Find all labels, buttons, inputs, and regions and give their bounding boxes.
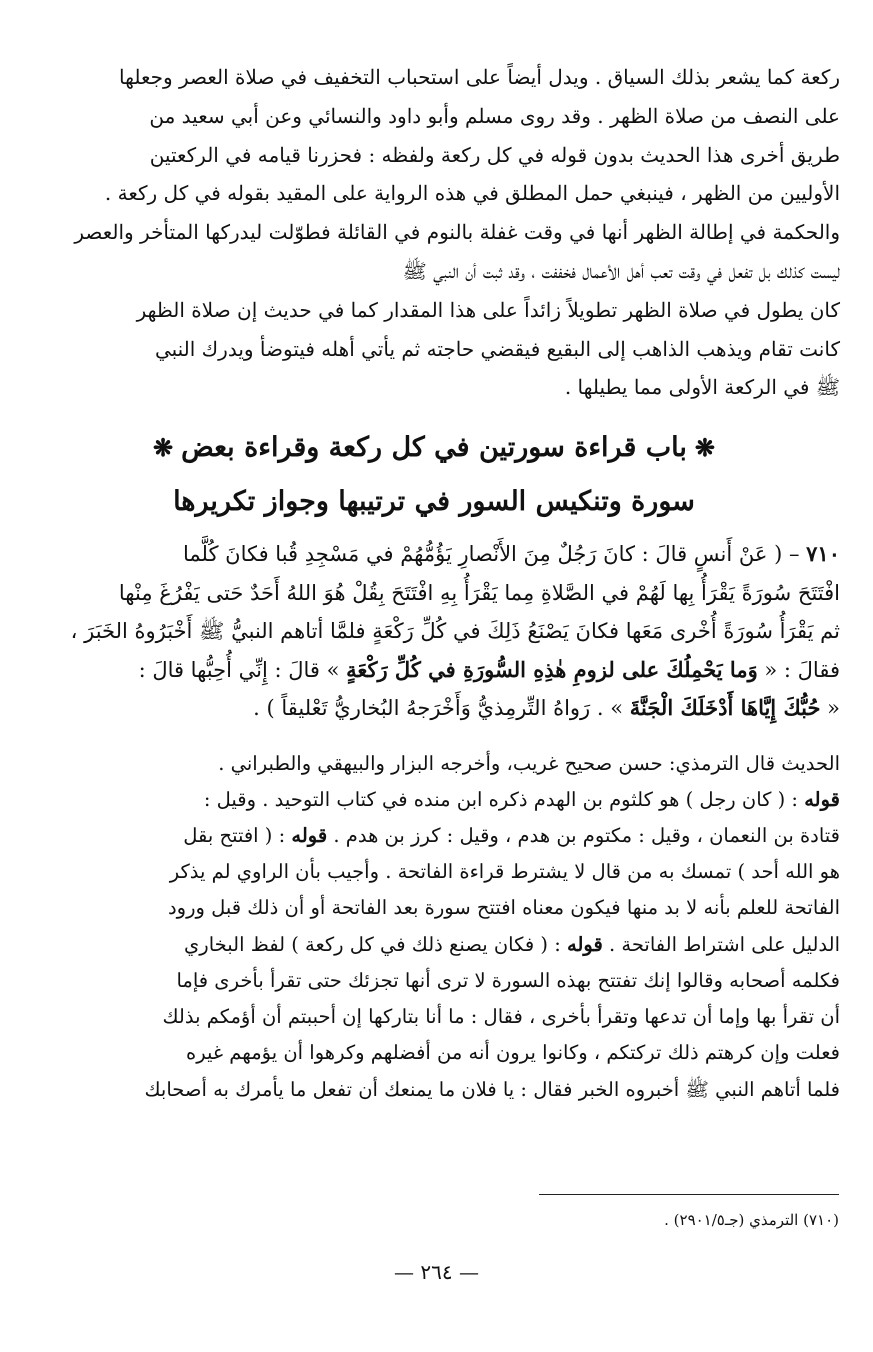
commentary-line: فلما أتاهم النبي ﷺ أخبروه الخبر فقال : يا فلان ما يمنعك أن تفعل ما يأمرك به أصحابك xyxy=(144,1077,840,1101)
hadith-text: فقالَ : « xyxy=(757,657,840,682)
hadith-line xyxy=(28,689,840,728)
intro-line: كان يطول في صلاة الظهر تطويلاً زائداً على هذا المقدار كما في حديث إن صلاة الظهر xyxy=(136,297,840,322)
hadith-number: ٧١٠ xyxy=(806,541,840,567)
intro-line: كانت تقام ويذهب الذاهب إلى البقيع فيقضي حاجته ثم يأتي أهله فيتوضأ ويدرك النبي xyxy=(154,336,840,361)
star-ornament-icon: ❋ xyxy=(152,433,174,463)
hadith-line: ثم يَقْرَأُ سُورَةً أُخْرى مَعَها فكانَ يَصْنَعُ ذَلِكَ في كُلِّ رَكْعَةٍ فلمَّا أتاهم النبيُّ ﷺ أَخْبَرُوهُ الخَبَرَ ، xyxy=(70,619,840,644)
commentary-line xyxy=(28,818,840,854)
hadith-text: » قالَ : إِنِّي أُحِبُّها قالَ : xyxy=(138,657,347,682)
chapter-title-part-1: باب قراءة سورتين في كل ركعة وقراءة بعض xyxy=(181,432,687,464)
hadith-line xyxy=(28,651,840,690)
intro-line: ركعة كما يشعر بذلك السياق . ويدل أيضاً على استحباب التخفيف في صلاة العصر وجعلها xyxy=(119,65,840,89)
intro-line: والحكمة في إطالة الظهر أنها في وقت غفلة بالنوم في القائلة فطوّلت ليدركها المتأخر والعصر xyxy=(74,220,840,245)
commentary-line: أن تقرأ بها وإما أن تدعها وتقرأ بأخرى ، فقال : ما أنا بتاركها إن أحببتم أن أؤمكم بذلك xyxy=(162,1005,840,1029)
hadith-text: – ( عَنْ أَنسٍ قالَ : كانَ رَجُلٌ مِنَ الأَنْصارِ يَؤُمُّهُمْ في مَسْجِدِ قُبا فكانَ كُلَّما xyxy=(183,542,800,567)
commentary xyxy=(28,746,840,1108)
commentary-line xyxy=(28,782,840,818)
commentary-text: قتادة بن النعمان ، وقيل : مكتوم بن هدم ، وقيل : كرز بن هدم . xyxy=(327,824,840,848)
hadith-text: « xyxy=(820,696,840,721)
qawluhu-label: قوله xyxy=(566,932,603,956)
commentary-text: : ( كان رجل ) هو كلثوم بن الهدم ذكره ابن منده في كتاب التوحيد . وقيل : xyxy=(203,787,805,811)
commentary-line xyxy=(28,927,840,963)
chapter-heading xyxy=(28,421,840,529)
intro-paragraph xyxy=(28,58,840,407)
hadith-line: افْتَتَحَ سُورَةً يَقْرَأُ بِها لَهُمْ في الصَّلاةِ مِما يَقْرَأُ بِهِ افْتَتَحَ بِقُلْ هُوَ اللهُ أَحَدٌ حَتى يَفْرُغَ مِنْها xyxy=(118,580,840,605)
hadith-quote-bold: وَما يَحْمِلُكَ على لزومِ هٰذِهِ السُّورَةِ في كُلِّ رَكْعَةٍ xyxy=(346,656,758,682)
footnote-divider xyxy=(539,1194,839,1195)
star-ornament-icon: ❋ xyxy=(694,433,716,463)
commentary-line: الحديث قال الترمذي: حسن صحيح غريب، وأخرجه البزار والبيهقي والطبراني . xyxy=(218,751,840,775)
qawluhu-label: قوله xyxy=(804,787,840,811)
page-number: — ٢٦٤ — xyxy=(394,1260,479,1284)
intro-line: الأوليين من الظهر ، فينبغي حمل المطلق في هذه الرواية على المقيد بقوله في كل ركعة . xyxy=(104,181,840,206)
intro-line: ﷺ في الركعة الأولى مما يطيلها . xyxy=(564,375,840,400)
chapter-heading-line-1 xyxy=(28,421,840,475)
hadith-quote-bold: حُبُّكَ إِيَّاهَا أَدْخَلَكَ الْجَنَّةَ xyxy=(629,695,821,721)
commentary-line: الفاتحة للعلم بأنه لا بد منها فيكون معناه افتتح سورة بعد الفاتحة أو أن ذلك قبل ورود xyxy=(168,896,840,920)
hadith-line xyxy=(28,535,840,574)
qawluhu-label: قوله xyxy=(291,824,328,848)
footnote: (٧١٠) الترمذي (جـ٢٩٠١/٥) . xyxy=(664,1211,839,1229)
intro-line: ليست كذلك بل تفعل في وقت تعب أهل الأعمال فخففت ، وقد ثبت أن النبي ﷺ xyxy=(402,258,840,283)
hadith-text: » . رَواهُ التِّرمِذيُّ وَأَخْرَجهُ البُخاريُّ تَعْليقاً ) . xyxy=(253,696,630,721)
commentary-text: : ( فكان يصنع ذلك في كل ركعة ) لفظ البخاري xyxy=(184,932,567,956)
commentary-line: فعلت وإن كرهتم ذلك تركتكم ، وكانوا يرون أنه من أفضلهم وكرهوا أن يؤمهم غيره xyxy=(186,1041,840,1065)
intro-line: على النصف من صلاة الظهر . وقد روى مسلم وأبو داود والنسائي وعن أبي سعيد من xyxy=(149,103,840,128)
commentary-text: الدليل على اشتراط الفاتحة . xyxy=(602,932,840,956)
commentary-line: فكلمه أصحابه وقالوا إنك تفتتح بهذه السورة لا ترى أنها تجزئك حتى تقرأ بأخرى فإما xyxy=(176,968,840,992)
page-body xyxy=(28,58,840,1108)
commentary-line: هو الله أحد ) تمسك به من قال لا يشترط قراءة الفاتحة . وأجيب بأن الراوي لم يذكر xyxy=(169,860,840,884)
chapter-title-part-2: سورة وتنكيس السور في ترتيبها وجواز تكريرها xyxy=(173,486,695,518)
commentary-text: : ( افتتح بقل xyxy=(183,824,292,848)
hadith-710 xyxy=(28,535,840,728)
intro-line: طريق أخرى هذا الحديث بدون قوله في كل ركعة ولفظه : فحزرنا قيامه في الركعتين xyxy=(149,142,840,167)
